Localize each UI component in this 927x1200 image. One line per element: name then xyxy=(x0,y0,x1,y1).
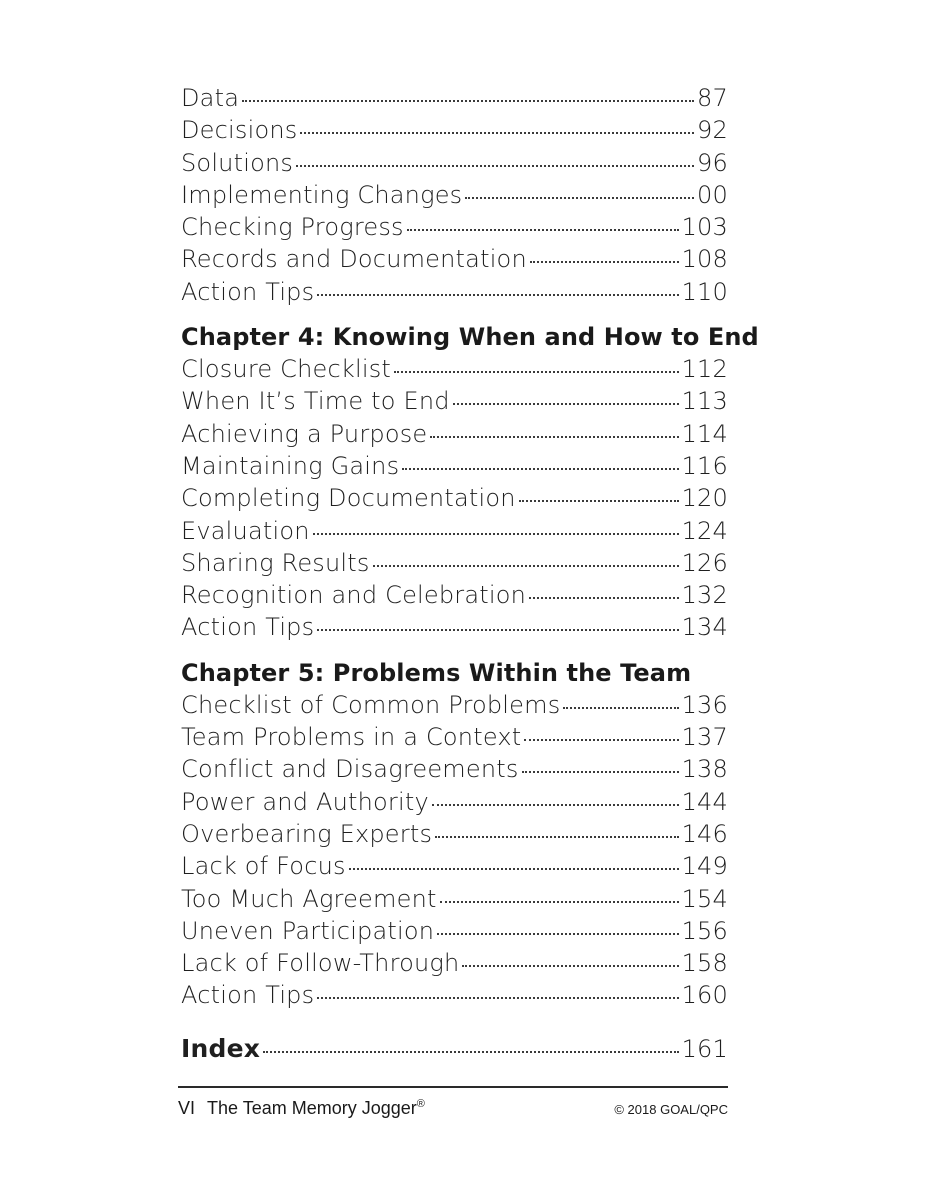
dot-leader xyxy=(300,132,694,134)
toc-entry-page: 156 xyxy=(681,916,728,945)
toc-entry-page: 144 xyxy=(681,787,728,816)
toc-entry-label: Conflict and Disagreements xyxy=(181,755,519,784)
dot-leader xyxy=(440,901,679,903)
toc-entry[interactable] xyxy=(181,947,728,979)
dot-leader xyxy=(432,804,679,806)
toc-entry-label: Achieving a Purpose xyxy=(181,419,428,448)
toc-entry-label: Overbearing Experts xyxy=(181,819,433,848)
table-of-contents xyxy=(181,82,759,1065)
toc-entry-page: 160 xyxy=(681,981,728,1010)
page-number: VI xyxy=(178,1098,196,1118)
chapter-heading[interactable]: Chapter 4: Knowing When and How to End xyxy=(181,323,759,352)
dot-leader xyxy=(373,565,679,567)
toc-entry-page: 87 xyxy=(697,84,728,112)
toc-entry[interactable] xyxy=(181,114,728,146)
toc-entry-label: Solutions xyxy=(181,148,294,177)
dot-leader xyxy=(530,261,679,263)
toc-entry-page: 132 xyxy=(681,581,728,610)
toc-entry-label: Too Much Agreement xyxy=(181,884,437,913)
toc-entry-label: Data xyxy=(181,84,240,112)
dot-leader xyxy=(402,468,678,470)
dot-leader xyxy=(453,403,679,405)
toc-entry[interactable] xyxy=(181,276,728,308)
toc-entry-label: Recognition and Celebration xyxy=(181,581,527,610)
toc-entry-page: 108 xyxy=(681,245,728,274)
toc-entry-label: When It’s Time to End xyxy=(181,387,450,416)
toc-entry-label: Records and Documentation xyxy=(181,245,527,274)
dot-leader xyxy=(519,500,679,502)
toc-entry[interactable] xyxy=(181,147,728,179)
dot-leader xyxy=(462,965,678,967)
toc-entry[interactable] xyxy=(181,418,728,450)
toc-entry-page: 114 xyxy=(681,419,728,448)
toc-entry[interactable] xyxy=(181,883,728,915)
toc-entry-label: Sharing Results xyxy=(181,548,370,577)
toc-entry-label: Lack of Focus xyxy=(181,852,346,881)
dot-leader xyxy=(430,436,678,438)
dot-leader xyxy=(242,100,694,102)
dot-leader xyxy=(263,1051,679,1053)
page-footer xyxy=(178,1086,728,1118)
toc-entry-page: 138 xyxy=(681,755,728,784)
toc-index-entry[interactable] xyxy=(181,1033,728,1065)
toc-entry-label: Maintaining Gains xyxy=(181,451,400,480)
toc-entry[interactable] xyxy=(181,243,728,275)
toc-entry[interactable] xyxy=(181,611,728,643)
dot-leader xyxy=(407,229,679,231)
toc-entry-page: 116 xyxy=(681,451,728,480)
dot-leader xyxy=(563,707,678,709)
toc-entry-label: Checking Progress xyxy=(181,213,404,242)
toc-entry-page: 103 xyxy=(681,213,728,242)
dot-leader xyxy=(349,868,679,870)
toc-entry[interactable] xyxy=(181,753,728,785)
toc-entry-label: Evaluation xyxy=(181,516,310,545)
toc-entry[interactable] xyxy=(181,385,728,417)
toc-entry-page: 00 xyxy=(697,180,728,209)
toc-entry-page: 112 xyxy=(681,355,728,384)
index-page: 161 xyxy=(681,1034,728,1063)
dot-leader xyxy=(317,629,678,631)
dot-leader xyxy=(435,836,678,838)
toc-entry-label: Checklist of Common Problems xyxy=(181,690,561,719)
dot-leader xyxy=(529,597,679,599)
toc-entry-label: Team Problems in a Context xyxy=(181,723,522,752)
toc-entry[interactable] xyxy=(181,353,728,385)
book-title: The Team Memory Jogger xyxy=(207,1098,417,1118)
footer-left xyxy=(178,1098,425,1119)
toc-entry-page: 124 xyxy=(681,516,728,545)
toc-entry-label: Lack of Follow-Through xyxy=(181,949,460,978)
toc-entry[interactable] xyxy=(181,786,728,818)
toc-entry-page: 149 xyxy=(681,852,728,881)
toc-entry-page: 154 xyxy=(681,884,728,913)
toc-entry-page: 92 xyxy=(697,116,728,145)
toc-entry[interactable] xyxy=(181,82,728,114)
toc-entry[interactable] xyxy=(181,850,728,882)
toc-entry-page: 137 xyxy=(681,723,728,752)
dot-leader xyxy=(296,165,694,167)
toc-entry-label: Action Tips xyxy=(181,277,315,306)
toc-entry[interactable] xyxy=(181,818,728,850)
dot-leader xyxy=(317,997,678,999)
dot-leader xyxy=(313,533,679,535)
dot-leader xyxy=(465,197,694,199)
toc-entry-label: Action Tips xyxy=(181,613,315,642)
toc-entry-page: 158 xyxy=(681,949,728,978)
toc-entry-page: 146 xyxy=(681,819,728,848)
index-label: Index xyxy=(181,1033,261,1063)
toc-entry-label: Uneven Participation xyxy=(181,916,435,945)
toc-entry-label: Power and Authority xyxy=(181,787,429,816)
toc-entry-page: 120 xyxy=(681,484,728,513)
dot-leader xyxy=(394,371,679,373)
copyright-notice: © 2018 GOAL/QPC xyxy=(614,1102,728,1117)
toc-entry-label: Action Tips xyxy=(181,981,315,1010)
toc-entry-page: 113 xyxy=(681,387,728,416)
toc-entry-label: Decisions xyxy=(181,116,298,145)
toc-entry[interactable] xyxy=(181,721,728,753)
toc-entry[interactable] xyxy=(181,179,728,211)
toc-entry[interactable] xyxy=(181,450,728,482)
dot-leader xyxy=(524,739,678,741)
registered-trademark: ® xyxy=(416,1098,425,1110)
toc-entry[interactable] xyxy=(181,915,728,947)
toc-entry-label: Closure Checklist xyxy=(181,355,392,384)
toc-entry-page: 96 xyxy=(697,148,728,177)
toc-entry[interactable] xyxy=(181,515,728,547)
toc-entry-page: 110 xyxy=(681,277,728,306)
toc-entry[interactable] xyxy=(181,211,728,243)
toc-entry-label: Implementing Changes xyxy=(181,180,463,209)
toc-entry[interactable] xyxy=(181,579,728,611)
toc-entry[interactable] xyxy=(181,482,728,514)
toc-entry[interactable] xyxy=(181,689,728,721)
toc-entry-page: 136 xyxy=(681,690,728,719)
toc-entry-page: 134 xyxy=(681,613,728,642)
toc-entry[interactable] xyxy=(181,979,728,1011)
toc-entry-page: 126 xyxy=(681,548,728,577)
toc-entry-label: Completing Documentation xyxy=(181,484,516,513)
dot-leader xyxy=(522,771,679,773)
dot-leader xyxy=(437,933,678,935)
chapter-heading[interactable]: Chapter 5: Problems Within the Team xyxy=(181,658,692,687)
toc-entry[interactable] xyxy=(181,547,728,579)
dot-leader xyxy=(317,294,678,296)
